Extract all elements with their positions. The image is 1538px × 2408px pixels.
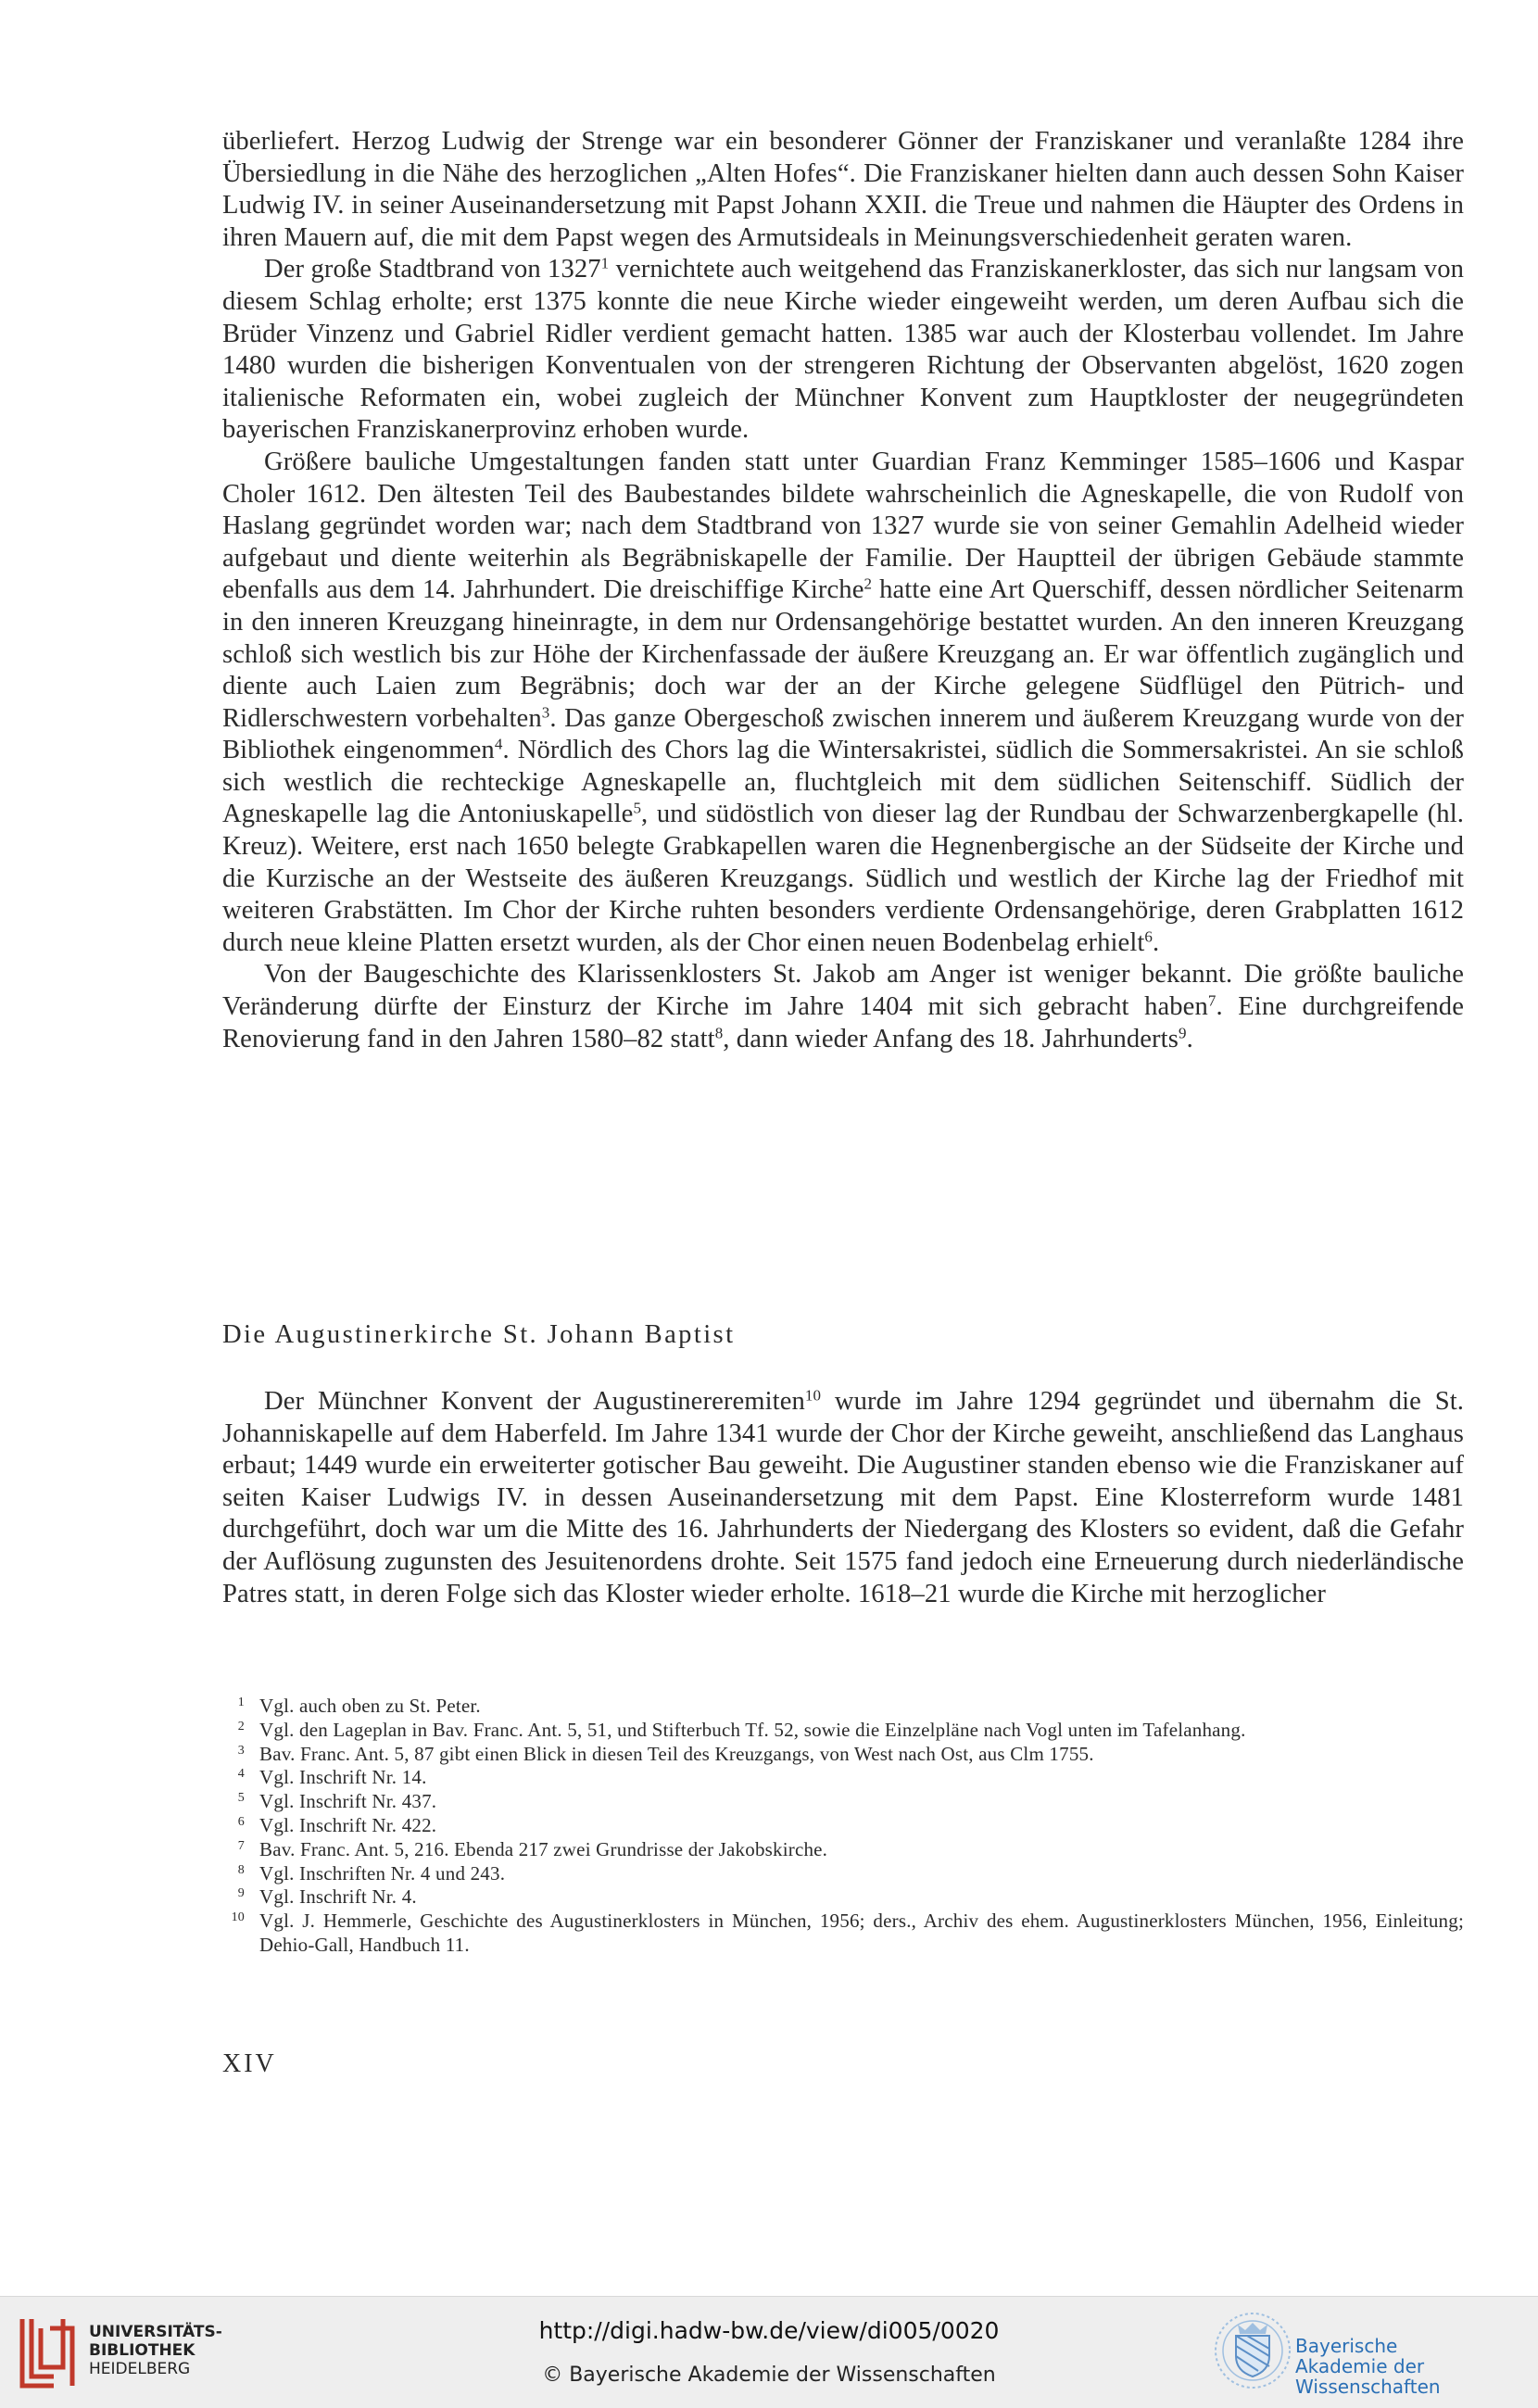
paragraph-text: . Eine durchgreifende Renovierung fand in den Jahren 1580–82 statt xyxy=(222,992,1464,1053)
paragraph-1 xyxy=(222,126,1464,254)
footnote xyxy=(222,1838,1464,1862)
footnote xyxy=(222,1814,1464,1838)
footnote-text: Vgl. auch oben zu St. Peter. xyxy=(259,1695,481,1717)
paragraph-text: wurde im Jahre 1294 gegründet und übernahm die St. Johanniskapelle auf dem Haberfeld. Im Jahre 1341 wurde der Chor der Kirche geweiht, anschließend das Langhaus erbaut; 1449 wurde ein erweiterter gotischer Bau geweiht. Die Augustiner standen ebenso wie die Franziskaner auf seiten Kaiser Ludwigs IV. in dessen Auseinandersetzung mit dem Papst. Eine Klosterreform wurde 1481 durchgeführt, doch war um die Mitte des 16. Jahrhunderts der Niedergang des Klosters so evident, daß die Gefahr der Auflösung zugunsten des Jesuitenordens drohte. Seit 1575 fand jedoch eine Erneuerung durch niederländische Patres statt, in deren Folge sich das Kloster wieder erholte. 1618–21 wurde die Kirche mit herzoglicher xyxy=(222,1387,1465,1608)
academy-crest-icon[interactable] xyxy=(1210,2308,1295,2393)
footnote-number: 10 xyxy=(231,1910,245,1925)
footnote-ref[interactable]: 9 xyxy=(1178,1024,1187,1042)
footnote xyxy=(222,1695,1464,1719)
paragraph-text: Der große Stadtbrand von 1327 xyxy=(264,255,601,284)
footnote-ref[interactable]: 6 xyxy=(1144,927,1154,946)
footnote-ref[interactable]: 1 xyxy=(600,255,610,273)
academy-name-line: Akademie der Wissenschaften xyxy=(1295,2355,1441,2398)
footnote-text: Bav. Franc. Ant. 5, 87 gibt einen Blick in diesen Teil des Kreuzgangs, von West nach Ost, aus Clm 1755. xyxy=(259,1742,1094,1765)
footnote-number: 6 xyxy=(237,1814,245,1829)
footnote-ref[interactable]: 8 xyxy=(714,1024,724,1042)
footnote-text: Bav. Franc. Ant. 5, 216. Ebenda 217 zwei Grundrisse der Jakobskirche. xyxy=(259,1837,828,1860)
footnote xyxy=(222,1910,1464,1958)
footnote-ref[interactable]: 7 xyxy=(1207,991,1217,1010)
footnote-ref[interactable]: 2 xyxy=(864,574,873,593)
footnote xyxy=(222,1790,1464,1814)
permalink-url[interactable]: http://digi.hadw-bw.de/view/di005/0020 xyxy=(538,2317,1000,2344)
viewer-footer xyxy=(0,2296,1538,2408)
footnote-text: Vgl. Inschrift Nr. 437. xyxy=(259,1790,437,1813)
paragraph-text: . Nördlich des Chors lag die Wintersakristei, südlich die Sommersakristei. An sie schloß sich westlich die rechteckige Agneskapelle an, fluchtgleich mit dem südlichen Seitenschiff. Südlich der Agneskapelle lag die Antoniuskapelle xyxy=(222,736,1465,829)
paragraph-text: . xyxy=(1153,927,1160,957)
paragraph-text: hatte eine Art Querschiff, dessen nördlicher Seitenarm in den inneren Kreuzgang hineinragte, in dem nur Ordensangehörige bestattet wurden. An den inneren Kreuzgang schloß sich westlich bis zur Höhe der Kirchenfassade der äußere Kreuzgang an. Er war öffentlich zugänglich und diente auch Laien zum Begräbnis; doch war der an der Kirche gelegene Südflügel den Pütrich- und Ridlerschwestern vorbehalten xyxy=(222,575,1465,733)
footnote xyxy=(222,1719,1464,1743)
footnote-text: Vgl. Inschrift Nr. 422. xyxy=(259,1813,437,1836)
paragraph-text: , und südöstlich von dieser lag der Rundbau der Schwarzenbergkapelle (hl. Kreuz). Weitere, erst nach 1650 belegte Grabkapellen waren die Hegnenbergische an der Südseite der Kirche und die Kurzische an der Westseite des äußeren Kreuzgangs. Südlich und westlich der Kirche lag der Friedhof mit weiteren Grabstätten. Im Chor der Kirche ruhten besonders verdiente Ordensangehörige, deren Grabplatten 1612 durch neue kleine Platten ersetzt wurden, als der Chor einen neuen Bodenbelag erhielt xyxy=(222,800,1464,957)
library-name-line: UNIVERSITÄTS- xyxy=(89,2323,222,2341)
footnote-ref[interactable]: 3 xyxy=(541,703,550,722)
paragraph-text: Größere bauliche Umgestaltungen fanden statt unter Guardian Franz Kemminger 1585–1606 und Kaspar Choler 1612. Den ältesten Teil des Baubestandes bildete wahrscheinlich die Agneskapelle, die von Rudolf von Haslang gegründet worden war; nach dem Stadtbrand von 1327 wurde sie von seiner Gemahlin Adelheid wieder aufgebaut und diente weiterhin als Begräbniskapelle der Familie. Der Hauptteil der übrigen Gebäude stammte ebenfalls aus dem 14. Jahrhundert. Die dreischiffige Kirche xyxy=(222,447,1464,605)
page-number: XIV xyxy=(222,2049,277,2078)
academy-name-line: Bayerische xyxy=(1295,2335,1398,2357)
footnote-text: Vgl. Inschrift Nr. 4. xyxy=(259,1885,417,1909)
footnote-number: 3 xyxy=(237,1743,245,1758)
footnote xyxy=(222,1766,1464,1790)
paragraph-text: . Das ganze Obergeschoß zwischen innerem und äußerem Kreuzgang wurde von der Bibliothek eingenommen xyxy=(222,703,1464,765)
library-name-line: BIBLIOTHEK xyxy=(89,2341,195,2360)
paragraph-text: , dann wieder Anfang des 18. Jahrhunderts xyxy=(723,1024,1179,1053)
paragraph-3 xyxy=(222,447,1464,960)
footnote-number: 1 xyxy=(237,1696,245,1709)
paragraph-text: Der Münchner Konvent der Augustinereremiten xyxy=(264,1387,805,1416)
paragraph-4 xyxy=(222,959,1464,1055)
footnote-number: 9 xyxy=(237,1886,245,1901)
copyright-notice: © Bayerische Akademie der Wissenschaften xyxy=(542,2364,996,2387)
footnote xyxy=(222,1885,1464,1910)
library-name-line: HEIDELBERG xyxy=(89,2360,191,2378)
main-text xyxy=(222,126,1464,1055)
footnote-text: Vgl. J. Hemmerle, Geschichte des Augustinerklosters in München, 1956; ders., Archiv des ehem. Augustinerklosters München, 1956, Einleitung; Dehio-Gall, Handbuch 11. xyxy=(259,1910,1464,1956)
academy-name xyxy=(1295,2336,1538,2397)
footnote-number: 7 xyxy=(237,1838,245,1853)
footnote-number: 5 xyxy=(237,1791,245,1806)
footnote-text: Vgl. Inschriften Nr. 4 und 243. xyxy=(259,1861,506,1885)
paragraph-text: überliefert. Herzog Ludwig der Strenge war ein besonderer Gönner der Franziskaner und veranlaßte 1284 ihre Übersiedlung in die Nähe des herzoglichen „Alten Hofes“. Die Franziskaner hielten dann auch dessen Sohn Kaiser Ludwig IV. in seiner Auseinandersetzung mit Papst Johann XXII. die Treue und nahmen die Häupter des Ordens in ihren Mauern auf, die mit dem Papst wegen des Armutsideals in Meinungsverschiedenheit geraten waren. xyxy=(222,127,1464,252)
paragraph-2 xyxy=(222,254,1464,447)
footnote xyxy=(222,1743,1464,1767)
footnotes xyxy=(222,1695,1464,1958)
paragraph-text: . xyxy=(1186,1024,1193,1053)
footnote-ref[interactable]: 4 xyxy=(494,735,503,753)
footnote-text: Vgl. Inschrift Nr. 14. xyxy=(259,1766,427,1789)
footnote-ref[interactable]: 10 xyxy=(804,1386,822,1405)
paragraph-text: Von der Baugeschichte des Klarissenklosters St. Jakob am Anger ist weniger bekannt. Die größte bauliche Veränderung dürfte der Einsturz der Kirche im Jahre 1404 mit sich gebracht haben xyxy=(222,960,1464,1022)
footnote xyxy=(222,1862,1464,1886)
footnote-number: 4 xyxy=(237,1767,245,1782)
paragraph-text: vernichtete auch weitgehend das Franziskanerkloster, das sich nur langsam von diesem Schlag erholte; erst 1375 konnte die neue Kirche wieder eingeweiht werden, um deren Aufbau sich die Brüder Vinzenz und Gabriel Ridler verdient gemacht hatten. 1385 war auch der Klosterbau vollendet. Im Jahre 1480 wurden die bisherigen Konventualen von der strengeren Richtung der Observanten abgelöst, 1620 zogen italienische Reformaten ein, wobei zugleich der Münchner Konvent zum Hauptkloster der neugegründeten bayerischen Franziskanerprovinz erhoben wurde. xyxy=(222,255,1464,445)
section-heading: Die Augustinerkirche St. Johann Baptist xyxy=(222,1320,736,1349)
section-text xyxy=(222,1386,1464,1610)
footnote-number: 8 xyxy=(237,1862,245,1877)
footnote-text: Vgl. den Lageplan in Bav. Franc. Ant. 5, 51, und Stifterbuch Tf. 52, sowie die Einzelpläne nach Vogl unten im Tafelanhang. xyxy=(259,1718,1246,1741)
footnote-number: 2 xyxy=(237,1719,245,1734)
footnote-ref[interactable]: 5 xyxy=(633,800,642,818)
section-paragraph-1 xyxy=(222,1386,1464,1610)
